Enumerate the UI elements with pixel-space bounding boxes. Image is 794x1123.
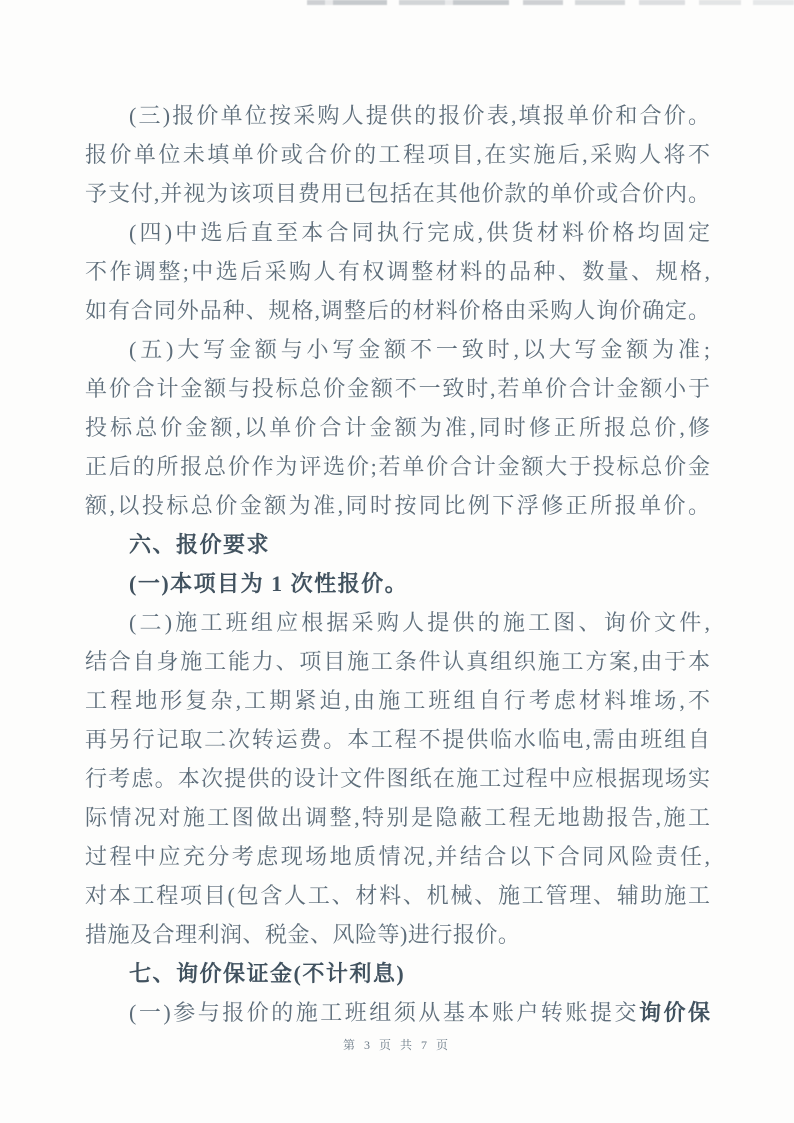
text-run: 工程地形复杂,工期紧迫,由施工班组自行考虑材料堆场,不 [85,688,710,713]
text-line [85,174,710,213]
text-line [85,681,710,720]
heading-line [85,564,710,603]
heading-line [85,525,710,564]
text-run: 对本工程项目(包含人工、材料、机械、施工管理、辅助施工 [85,883,710,908]
document-body [85,96,710,1032]
text-line [85,993,710,1032]
heading-line [85,954,710,993]
text-run: (二)施工班组应根据采购人提供的施工图、询价文件, [129,610,710,635]
text-line [85,447,710,486]
text-run: 予支付,并视为该项目费用已包括在其他价款的单价或合价内。 [85,181,710,206]
text-run: (五)大写金额与小写金额不一致时,以大写金额为准; [129,337,710,362]
text-run: (一)参与报价的施工班组须从基本账户转账提交 [129,1000,639,1025]
text-run: 结合自身施工能力、项目施工条件认真组织施工方案,由于本 [85,649,710,674]
text-line [85,720,710,759]
text-run: 报价单位未填单价或合价的工程项目,在实施后,采购人将不 [85,142,710,167]
text-line [85,213,710,252]
text-line [85,291,710,330]
text-run: 过程中应充分考虑现场地质情况,并结合以下合同风险责任, [85,844,710,869]
text-run: (三)报价单位按采购人提供的报价表,填报单价和合价。 [129,103,710,128]
text-run: 投标总价金额,以单价合计金额为准,同时修正所报总价,修 [85,415,710,440]
text-line [85,759,710,798]
text-run: 措施及合理利润、税金、风险等)进行报价。 [85,922,521,947]
text-run: 再另行记取二次转运费。本工程不提供临水临电,需由班组自 [85,727,710,752]
text-line [85,915,710,954]
text-line [85,96,710,135]
scan-artifact-top [295,0,794,5]
text-run: 六、报价要求 [129,532,271,557]
text-line [85,135,710,174]
text-run: 行考虑。本次提供的设计文件图纸在施工过程中应根据现场实 [85,766,710,791]
text-run: 正后的所报总价作为评选价;若单价合计金额大于投标总价金 [85,454,710,479]
bold-text-run: 询价保 [638,1000,710,1025]
text-line [85,876,710,915]
text-line [85,369,710,408]
text-line [85,330,710,369]
text-line [85,603,710,642]
page-number: 第 3 页 共 7 页 [342,1038,451,1052]
text-line [85,837,710,876]
text-run: 单价合计金额与投标总价金额不一致时,若单价合计金额小于 [85,376,710,401]
text-line [85,486,710,525]
text-line [85,798,710,837]
text-run: 七、询价保证金(不计利息) [129,961,406,986]
text-run: 不作调整;中选后采购人有权调整材料的品种、数量、规格, [85,259,710,284]
text-line [85,642,710,681]
text-line [85,252,710,291]
text-run: 如有合同外品种、规格,调整后的材料价格由采购人询价确定。 [85,298,710,323]
text-run: (一)本项目为 1 次性报价。 [129,571,409,596]
text-run: (四)中选后直至本合同执行完成,供货材料价格均固定 [129,220,710,245]
text-run: 际情况对施工图做出调整,特别是隐蔽工程无地勘报告,施工 [85,805,710,830]
text-run: 额,以投标总价金额为准,同时按同比例下浮修正所报单价。 [85,493,710,518]
text-line [85,408,710,447]
